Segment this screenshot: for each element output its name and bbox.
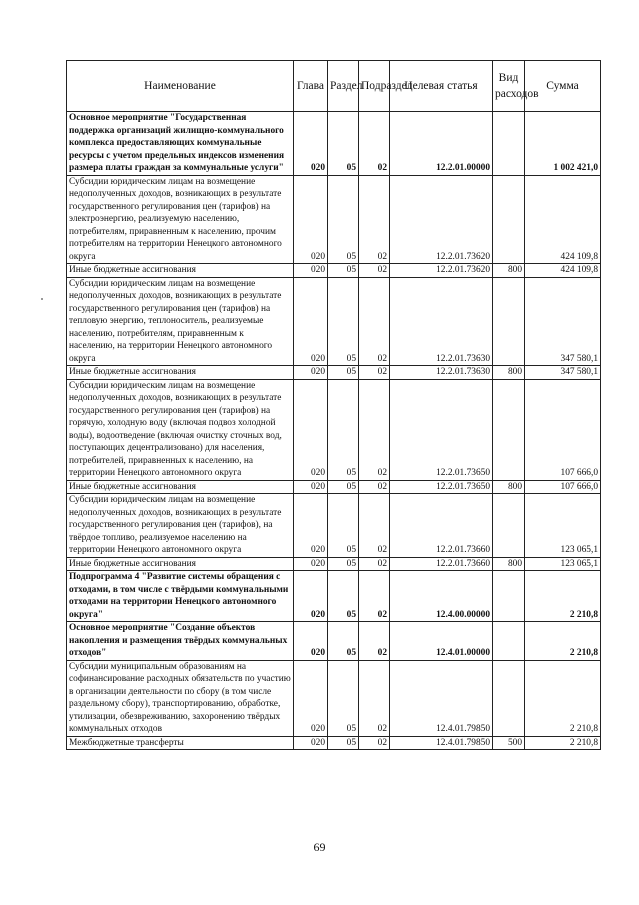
row-name: Основное мероприятие "Создание объектов накопления и размещения твёрдых коммунальных отходов" bbox=[67, 622, 294, 661]
header-name: Наименование bbox=[67, 61, 294, 112]
row-section: 05 bbox=[328, 379, 359, 480]
row-name: Иные бюджетные ассигнования bbox=[67, 264, 294, 278]
row-article: 12.2.01.73660 bbox=[390, 494, 493, 558]
header-row bbox=[67, 61, 601, 112]
row-chapter: 020 bbox=[294, 494, 328, 558]
row-name: Иные бюджетные ассигнования bbox=[67, 557, 294, 571]
row-subsection: 02 bbox=[359, 366, 390, 380]
page-number: 69 bbox=[313, 840, 326, 854]
row-kind bbox=[493, 660, 525, 736]
row-chapter: 020 bbox=[294, 736, 328, 750]
table-row bbox=[67, 379, 601, 480]
row-subsection: 02 bbox=[359, 622, 390, 661]
row-section: 05 bbox=[328, 660, 359, 736]
row-name: Субсидии юридическим лицам на возмещение недополученных доходов, возникающих в результате государственного регулирования цен (тарифов) на тепловую энергию, теплоноситель, реализуемые населению, потребителям, приравненным к населению, на территории Ненецкого автономного округа bbox=[67, 277, 294, 366]
row-kind: 800 bbox=[493, 480, 525, 494]
row-article: 12.2.01.73630 bbox=[390, 277, 493, 366]
header-kind: Вид расходов bbox=[493, 61, 525, 112]
row-chapter: 020 bbox=[294, 622, 328, 661]
row-chapter: 020 bbox=[294, 277, 328, 366]
row-subsection: 02 bbox=[359, 480, 390, 494]
row-section: 05 bbox=[328, 277, 359, 366]
table-row bbox=[67, 557, 601, 571]
row-subsection: 02 bbox=[359, 277, 390, 366]
row-name: Основное мероприятие "Государственная поддержка организаций жилищно-коммунального комплекса предоставляющих коммунальные ресурсы с учетом предельных индексов изменения размера платы граждан за коммунальные услуги" bbox=[67, 112, 294, 176]
row-kind bbox=[493, 112, 525, 176]
row-chapter: 020 bbox=[294, 175, 328, 264]
row-section: 05 bbox=[328, 112, 359, 176]
row-subsection: 02 bbox=[359, 264, 390, 278]
row-article: 12.2.01.73660 bbox=[390, 557, 493, 571]
row-kind: 800 bbox=[493, 557, 525, 571]
row-chapter: 020 bbox=[294, 112, 328, 176]
header-chapter: Глава bbox=[294, 61, 328, 112]
table-row bbox=[67, 494, 601, 558]
table-row bbox=[67, 571, 601, 622]
row-section: 05 bbox=[328, 557, 359, 571]
row-article: 12.2.01.73650 bbox=[390, 379, 493, 480]
row-name: Субсидии юридическим лицам на возмещение недополученных доходов, возникающих в результате государственного регулирования цен (тарифов) на электроэнергию, реализуемую населению, потребителям, приравненным к населению, прочим потребителям на территории Ненецкого автономного округа bbox=[67, 175, 294, 264]
row-article: 12.2.01.73650 bbox=[390, 480, 493, 494]
row-chapter: 020 bbox=[294, 366, 328, 380]
row-kind bbox=[493, 622, 525, 661]
row-chapter: 020 bbox=[294, 264, 328, 278]
row-chapter: 020 bbox=[294, 557, 328, 571]
row-section: 05 bbox=[328, 264, 359, 278]
table-row bbox=[67, 366, 601, 380]
scan-speck bbox=[41, 298, 43, 300]
row-sum: 2 210,8 bbox=[525, 571, 601, 622]
row-chapter: 020 bbox=[294, 571, 328, 622]
row-kind bbox=[493, 379, 525, 480]
table-row bbox=[67, 277, 601, 366]
row-sum: 107 666,0 bbox=[525, 379, 601, 480]
row-section: 05 bbox=[328, 622, 359, 661]
row-kind bbox=[493, 277, 525, 366]
row-sum: 2 210,8 bbox=[525, 736, 601, 750]
header-subsection: Подраздел bbox=[359, 61, 390, 112]
row-sum: 1 002 421,0 bbox=[525, 112, 601, 176]
row-subsection: 02 bbox=[359, 494, 390, 558]
row-sum: 2 210,8 bbox=[525, 622, 601, 661]
header-section: Раздел bbox=[328, 61, 359, 112]
row-name: Иные бюджетные ассигнования bbox=[67, 366, 294, 380]
row-sum: 424 109,8 bbox=[525, 264, 601, 278]
row-kind bbox=[493, 175, 525, 264]
row-section: 05 bbox=[328, 571, 359, 622]
row-subsection: 02 bbox=[359, 557, 390, 571]
row-subsection: 02 bbox=[359, 736, 390, 750]
row-sum: 347 580,1 bbox=[525, 277, 601, 366]
budget-table bbox=[66, 60, 601, 750]
row-kind bbox=[493, 571, 525, 622]
table-row bbox=[67, 175, 601, 264]
row-kind bbox=[493, 494, 525, 558]
table-row bbox=[67, 660, 601, 736]
row-section: 05 bbox=[328, 736, 359, 750]
row-section: 05 bbox=[328, 480, 359, 494]
row-article: 12.4.01.00000 bbox=[390, 622, 493, 661]
row-article: 12.2.01.00000 bbox=[390, 112, 493, 176]
row-name: Субсидии юридическим лицам на возмещение недополученных доходов, возникающих в результате государственного регулирования цен (тарифов) на горячую, холодную воду (включая подвоз холодной воды), водоотведение (включая очистку сточных вод, поступающих децентрализовано) для населения, потребителей, приравненных к населению, на территории Ненецкого автономного округа bbox=[67, 379, 294, 480]
row-article: 12.4.01.79850 bbox=[390, 660, 493, 736]
row-sum: 424 109,8 bbox=[525, 175, 601, 264]
row-kind: 800 bbox=[493, 366, 525, 380]
row-section: 05 bbox=[328, 366, 359, 380]
row-sum: 123 065,1 bbox=[525, 494, 601, 558]
row-subsection: 02 bbox=[359, 571, 390, 622]
row-subsection: 02 bbox=[359, 379, 390, 480]
table-row bbox=[67, 736, 601, 750]
row-sum: 123 065,1 bbox=[525, 557, 601, 571]
table-row bbox=[67, 480, 601, 494]
table-row bbox=[67, 264, 601, 278]
header-article: Целевая статья bbox=[390, 61, 493, 112]
row-section: 05 bbox=[328, 175, 359, 264]
row-article: 12.4.00.00000 bbox=[390, 571, 493, 622]
table-row bbox=[67, 112, 601, 176]
row-subsection: 02 bbox=[359, 175, 390, 264]
row-name: Межбюджетные трансферты bbox=[67, 736, 294, 750]
header-sum: Сумма bbox=[525, 61, 601, 112]
table-body bbox=[67, 112, 601, 750]
row-article: 12.4.01.79850 bbox=[390, 736, 493, 750]
row-name: Подпрограмма 4 "Развитие системы обращения с отходами, в том числе с твёрдыми коммунальными отходами на территории Ненецкого автономного округа" bbox=[67, 571, 294, 622]
row-subsection: 02 bbox=[359, 112, 390, 176]
row-sum: 2 210,8 bbox=[525, 660, 601, 736]
row-chapter: 020 bbox=[294, 660, 328, 736]
row-kind: 800 bbox=[493, 264, 525, 278]
row-section: 05 bbox=[328, 494, 359, 558]
row-article: 12.2.01.73630 bbox=[390, 366, 493, 380]
row-kind: 500 bbox=[493, 736, 525, 750]
row-name: Субсидии юридическим лицам на возмещение недополученных доходов, возникающих в результате государственного регулирования цен (тарифов), на твёрдое топливо, реализуемое населению на территории Ненецкого автономного округа bbox=[67, 494, 294, 558]
row-sum: 347 580,1 bbox=[525, 366, 601, 380]
row-chapter: 020 bbox=[294, 480, 328, 494]
row-subsection: 02 bbox=[359, 660, 390, 736]
row-name: Иные бюджетные ассигнования bbox=[67, 480, 294, 494]
row-name: Субсидии муниципальным образованиям на софинансирование расходных обязательств по участию в организации деятельности по сбору (в том числе раздельному сбору), транспортированию, обработке, утилизации, обезвреживанию, захоронению твёрдых коммунальных отходов bbox=[67, 660, 294, 736]
row-chapter: 020 bbox=[294, 379, 328, 480]
row-sum: 107 666,0 bbox=[525, 480, 601, 494]
row-article: 12.2.01.73620 bbox=[390, 175, 493, 264]
table-row bbox=[67, 622, 601, 661]
row-article: 12.2.01.73620 bbox=[390, 264, 493, 278]
